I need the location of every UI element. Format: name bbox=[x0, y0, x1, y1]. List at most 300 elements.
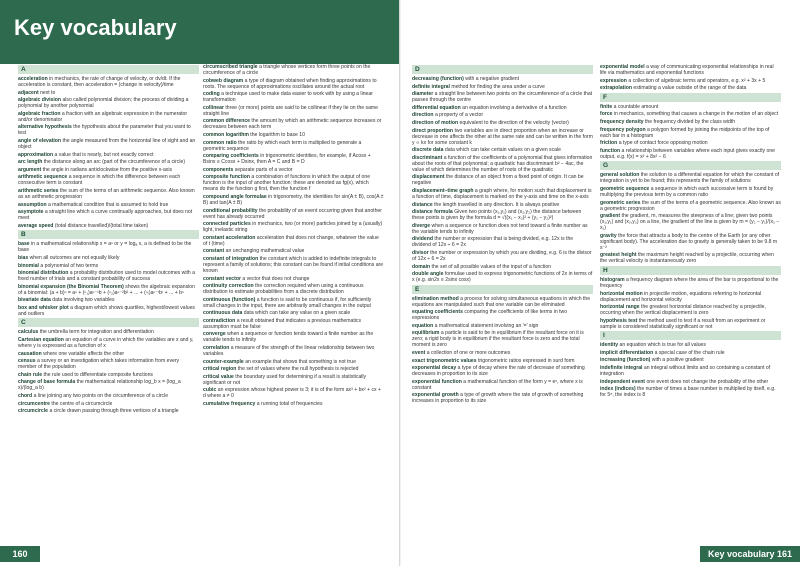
section-letter: E bbox=[412, 285, 593, 294]
vocab-term: correlation bbox=[203, 345, 230, 352]
vocab-term: domain bbox=[412, 263, 431, 270]
vocab-definition: the set of values where the null hypothesis is rejected bbox=[237, 366, 359, 373]
vocab-term: discriminant bbox=[412, 154, 443, 161]
vocab-entry bbox=[203, 276, 384, 282]
vocab-entry bbox=[203, 248, 384, 254]
vocab-definition: a result obtained that indicates a previous mathematics assumption must be false bbox=[203, 317, 361, 330]
vocab-entry bbox=[18, 90, 199, 96]
vocab-term: definite integral bbox=[412, 83, 450, 90]
vocab-entry bbox=[18, 337, 199, 349]
column-2 bbox=[203, 64, 384, 542]
vocab-entry bbox=[600, 291, 781, 303]
section-letter: G bbox=[600, 161, 781, 170]
vocab-definition: (total distance travelled)/(total time taken) bbox=[54, 222, 149, 229]
vocab-entry bbox=[18, 379, 199, 391]
vocab-term: contradiction bbox=[203, 317, 236, 324]
vocab-entry bbox=[412, 358, 593, 364]
vocab-entry bbox=[18, 329, 199, 335]
vocab-term: expression bbox=[600, 77, 627, 84]
vocab-entry bbox=[600, 172, 781, 184]
vocab-entry bbox=[18, 167, 199, 173]
vocab-term: cumulative frequency bbox=[203, 401, 256, 408]
vocab-entry bbox=[203, 208, 384, 220]
vocab-entry bbox=[203, 331, 384, 343]
vocab-definition: the constant which is added to indefinite integrals to represent a family of solutions; this constant can be found if initial conditions are known bbox=[203, 255, 384, 274]
vocab-term: binomial expansion (the Binomial Theorem) bbox=[18, 283, 124, 290]
vocab-term: finite bbox=[600, 103, 613, 110]
vocab-entry bbox=[412, 76, 593, 82]
vocab-definition: a probability distribution used to model outcomes with a fixed number of trials and a constant probability of success bbox=[18, 270, 195, 283]
vocab-term: direct proportion bbox=[412, 127, 454, 134]
vocab-definition: the force that attracts a body to the centre of the Earth (or any other significant body). The acceleration due to gravity is generally taken to be 9.8 m s⁻² bbox=[600, 232, 778, 251]
vocab-entry bbox=[203, 374, 384, 386]
vocab-entry bbox=[412, 379, 593, 391]
vocab-entry bbox=[18, 174, 199, 186]
vocab-term: exponential growth bbox=[412, 392, 459, 399]
vocab-definition: a survey or an investigation which takes information from every member of the population bbox=[18, 358, 180, 371]
vocab-term: composite function bbox=[203, 174, 250, 181]
vocab-entry bbox=[18, 223, 199, 229]
vocab-definition: trigonometric ratios expressed in surd form bbox=[477, 357, 575, 364]
vocab-term: diverge bbox=[412, 222, 431, 229]
vocab-entry bbox=[18, 284, 199, 296]
vocab-definition: a process for solving simultaneous equations in which the equations are manipulated such that one variable can be eliminated bbox=[412, 295, 591, 308]
vocab-entry bbox=[412, 350, 593, 356]
vocab-term: adjacent bbox=[18, 89, 39, 96]
vocab-term: elimination method bbox=[412, 295, 459, 302]
vocab-entry bbox=[203, 167, 384, 173]
vocab-definition: the distance of an object from a fixed point of origin. It can be negative bbox=[412, 174, 584, 187]
vocab-term: algebraic division bbox=[18, 97, 62, 104]
vocab-entry bbox=[18, 241, 199, 253]
column-4 bbox=[600, 64, 781, 542]
vocab-term: Cartesian equation bbox=[18, 337, 64, 344]
vocab-definition: a sequence in which each successive term is found by multiplying the previous term by a common ratio bbox=[600, 185, 774, 198]
vocab-entry bbox=[203, 132, 384, 138]
vocab-term: chain rule bbox=[18, 371, 43, 378]
vocab-entry bbox=[18, 408, 199, 414]
vocab-definition: the method used to test if a result from an experiment or sample is considered statistically significant or not bbox=[600, 317, 766, 330]
vocab-term: divisor bbox=[412, 249, 429, 256]
vocab-term: index (indices) bbox=[600, 386, 636, 393]
vocab-term: cobweb diagram bbox=[203, 77, 244, 84]
vocab-definition: a vector that does not change bbox=[242, 275, 310, 282]
vocab-definition: when a sequence or function tends toward a finite number as the variable tends to infinity bbox=[203, 331, 374, 344]
vocab-definition: the sum of the terms of a geometric sequence. Also known as a geometric progression bbox=[600, 199, 781, 212]
vocab-term: independent event bbox=[600, 378, 646, 385]
vocab-entry bbox=[600, 379, 781, 385]
vocab-entry bbox=[412, 188, 593, 200]
vocab-term: differential equation bbox=[412, 104, 461, 111]
vocab-term: alternative hypothesis bbox=[18, 124, 72, 131]
vocab-entry bbox=[600, 111, 781, 117]
vocab-term: arithmetic series bbox=[18, 187, 59, 194]
vocab-definition: an equation of a curve in which the variables are x and y, where y is expressed as a function of x bbox=[18, 337, 194, 350]
page-number-right: Key vocabulary 161 bbox=[700, 546, 800, 562]
vocab-entry bbox=[412, 202, 593, 208]
vocab-entry bbox=[18, 159, 199, 165]
vocab-term: friction bbox=[600, 140, 618, 147]
vocab-term: gravity bbox=[600, 232, 617, 239]
vocab-term: implicit differentiation bbox=[600, 349, 654, 356]
vocab-entry bbox=[18, 124, 199, 136]
vocab-entry bbox=[18, 188, 199, 200]
vocab-entry bbox=[600, 357, 781, 363]
header-banner bbox=[0, 0, 400, 64]
vocab-entry bbox=[600, 186, 781, 198]
vocab-entry bbox=[600, 200, 781, 212]
vocab-definition: the maximum height reached by a projectile, occurring when the vertical velocity is instantaneously zero bbox=[600, 252, 774, 265]
vocab-entry bbox=[412, 264, 593, 270]
vocab-entry bbox=[203, 310, 384, 316]
vocab-term: binomial distribution bbox=[18, 270, 69, 277]
vocab-entry bbox=[18, 358, 199, 370]
vocab-term: equating coefficients bbox=[412, 309, 463, 316]
vocab-definition: a mathematical statement involving an '=' sign bbox=[434, 322, 539, 329]
vocab-definition: data involving two variables bbox=[52, 297, 115, 304]
vocab-definition: in trigonometry, the identities for sin(A ± B), cos(A ± B) and tan(A ± B) bbox=[203, 193, 384, 206]
vocab-entry bbox=[600, 85, 781, 91]
vocab-entry bbox=[600, 64, 781, 76]
vocab-entry bbox=[203, 235, 384, 247]
vocab-definition: an equation which is true for all values bbox=[619, 342, 706, 349]
section-letter: H bbox=[600, 266, 781, 275]
vocab-entry bbox=[412, 271, 593, 283]
vocab-definition: in a mathematical relationship x = aⁿ or y = logₐ x, a is defined to be the base bbox=[18, 241, 192, 254]
vocab-term: distance formula bbox=[412, 209, 453, 216]
vocab-entry bbox=[203, 153, 384, 165]
vocab-term: critical region bbox=[203, 366, 237, 373]
vocab-entry bbox=[600, 252, 781, 264]
vocab-definition: the set of all possible values of the input of a function bbox=[431, 263, 552, 270]
section-letter: B bbox=[18, 230, 199, 239]
vocab-term: exponential decay bbox=[412, 365, 457, 372]
vocab-definition: a mathematical condition that is assumed to hold true bbox=[48, 201, 169, 208]
vocab-definition: the number of times a base number is multiplied by itself, e.g. for 5⁸, the index is 8 bbox=[600, 386, 776, 399]
vocab-entry bbox=[412, 174, 593, 186]
vocab-entry bbox=[18, 202, 199, 208]
section-letter: D bbox=[412, 65, 593, 74]
vocab-term: general solution bbox=[600, 172, 640, 179]
vocab-term: equilibrium bbox=[412, 330, 440, 337]
vocab-definition: in mechanics, two (or more) particles joined by a (usually) light, inelastic string bbox=[203, 221, 383, 234]
vocab-term: indefinite integral bbox=[600, 365, 643, 372]
vocab-entry bbox=[412, 105, 593, 111]
vocab-term: calculus bbox=[18, 329, 39, 336]
vocab-entry bbox=[203, 401, 384, 407]
vocab-entry bbox=[600, 119, 781, 125]
vocab-entry bbox=[600, 148, 781, 160]
vocab-term: continuity correction bbox=[203, 283, 254, 290]
vocab-entry bbox=[412, 236, 593, 248]
vocab-entry bbox=[412, 91, 593, 103]
vocab-definition: also called polynomial division; the process of dividing a polynomial by another polynomial bbox=[18, 97, 189, 110]
vocab-entry bbox=[203, 174, 384, 192]
vocab-entry bbox=[600, 350, 781, 356]
vocab-entry bbox=[18, 209, 199, 221]
vocab-term: increasing (function) bbox=[600, 357, 651, 364]
vocab-term: geometric sequence bbox=[600, 185, 650, 192]
vocab-term: conditional probability bbox=[203, 207, 258, 214]
vocab-term: displacement bbox=[412, 174, 445, 181]
vocab-entry bbox=[600, 304, 781, 316]
vocab-entry bbox=[203, 194, 384, 206]
vocab-definition: a sequence in which the difference between each consecutive term is constant bbox=[18, 174, 181, 187]
vocab-definition: the hypothesis about the parameter that you want to test bbox=[18, 124, 191, 137]
vocab-term: converge bbox=[203, 331, 226, 338]
vocab-term: argument bbox=[18, 166, 42, 173]
vocab-entry bbox=[412, 147, 593, 153]
vocab-entry bbox=[203, 345, 384, 357]
vocab-term: common ratio bbox=[203, 139, 237, 146]
vocab-entry bbox=[412, 365, 593, 377]
vocab-definition: a collection of algebraic terms and operators, e.g. x² + 3x + 5 bbox=[628, 77, 766, 84]
vocab-definition: the ratio by which each term is multiplied to generate a geometric sequence bbox=[203, 139, 362, 152]
column-3 bbox=[412, 64, 593, 542]
vocab-entry bbox=[412, 223, 593, 235]
vocab-entry bbox=[412, 296, 593, 308]
vocab-definition: a straight line between two points on the circumference of a circle that passes through the centre bbox=[412, 91, 593, 104]
vocab-entry bbox=[203, 118, 384, 130]
section-letter: I bbox=[600, 331, 781, 340]
vocab-entry bbox=[18, 255, 199, 261]
vocab-entry bbox=[600, 342, 781, 348]
vocab-entry bbox=[412, 112, 593, 118]
vocab-term: hypothesis test bbox=[600, 317, 638, 324]
vocab-term: change of base formula bbox=[18, 379, 76, 386]
vocab-entry bbox=[412, 155, 593, 173]
vocab-definition: the sum of the terms of an arithmetic sequence. Also known as an arithmetic progression bbox=[18, 187, 195, 200]
vocab-definition: an expression whose highest power is 3; it is of the form ax³ + bx² + cx + d where a ≠ 0 bbox=[203, 387, 381, 400]
vocab-term: assumption bbox=[18, 201, 47, 208]
vocab-entry bbox=[18, 351, 199, 357]
vocab-definition: a line joining any two points on the circumference of a circle bbox=[33, 393, 169, 400]
vocab-term: compound angle formulae bbox=[203, 193, 267, 200]
vocab-term: extrapolation bbox=[600, 85, 632, 92]
vocab-entry bbox=[203, 297, 384, 309]
vocab-definition: a function is said to be continuous if, for sufficiently small changes in the input, there are arbitrarily small changes in the output bbox=[203, 296, 372, 309]
vocab-term: double angle bbox=[412, 271, 444, 278]
vocab-definition: the rule used to differentiate composite functions bbox=[43, 371, 153, 378]
vocab-term: horizontal range bbox=[600, 304, 640, 311]
vocab-term: constant acceleration bbox=[203, 234, 256, 241]
vocab-definition: a value that is nearly, but not exactly correct bbox=[54, 151, 154, 158]
vocab-definition: a straight line which a curve continually approaches, but does not meet bbox=[18, 209, 193, 222]
vocab-term: discrete data bbox=[412, 147, 444, 154]
vocab-term: approximation bbox=[18, 151, 54, 158]
vocab-definition: a combination of functions in which the output of one function is the input of another function; these are denoted as fg(x), which means do the function g first, then the function f bbox=[203, 174, 371, 193]
vocab-term: identity bbox=[600, 342, 619, 349]
vocab-entry bbox=[600, 78, 781, 84]
vocab-entry bbox=[203, 78, 384, 90]
vocab-term: circumscribed triangle bbox=[203, 64, 258, 70]
vocab-term: continuous data bbox=[203, 310, 243, 317]
vocab-entry bbox=[600, 104, 781, 110]
vocab-entry bbox=[203, 64, 384, 76]
vocab-term: arithmetic sequence bbox=[18, 174, 68, 181]
vocab-term: function bbox=[600, 147, 621, 154]
vocab-term: exponential function bbox=[412, 378, 462, 385]
page-gutter bbox=[399, 0, 401, 566]
vocab-definition: a type of diagram obtained when finding approximations to roots. The sequence of approximations oscillates around the actual root bbox=[203, 77, 377, 90]
vocab-definition: a mathematical function of the form y = eˣ, where x is constant bbox=[412, 378, 583, 391]
vocab-entry bbox=[412, 128, 593, 146]
vocab-definition: shows the algebraic expansion of a binomial: (a + b)ⁿ = aⁿ + (ⁿ₁)aⁿ⁻¹b + (ⁿ₂)aⁿ⁻²b² + ... + (ⁿᵣ)aⁿ⁻ʳbʳ + ... + bⁿ bbox=[18, 283, 195, 296]
vocab-term: exact trigonometric values bbox=[412, 357, 477, 364]
vocab-definition: the distance along an arc (part of the circumference of a circle) bbox=[43, 159, 186, 166]
vocab-entry bbox=[18, 97, 199, 109]
vocab-definition: next to bbox=[40, 89, 56, 96]
vocab-term: geometric series bbox=[600, 199, 641, 206]
vocab-definition: when a sequence or function does not tend toward a finite number as the variable tends to infinity bbox=[412, 222, 588, 235]
vocab-definition: a frequency diagram where the area of the bar is proportional to the frequency bbox=[600, 276, 779, 289]
vocab-term: bivariate data bbox=[18, 297, 51, 304]
vocab-definition: a type of decay where the rate of decrease of something decreases in proportion to its size bbox=[412, 365, 585, 378]
vocab-term: bias bbox=[18, 254, 29, 261]
vocab-entry bbox=[600, 127, 781, 139]
vocab-entry bbox=[203, 318, 384, 330]
vocab-term: event bbox=[412, 350, 426, 357]
vocab-definition: a polygon formed by joining the midpoints of the top of each bar in a histogram bbox=[600, 126, 770, 139]
vocab-term: direction bbox=[412, 112, 434, 119]
vocab-entry bbox=[412, 392, 593, 404]
vocab-definition: with a positive gradient bbox=[651, 357, 704, 364]
vocab-definition: in mechanics, the rate of change of velocity, or dv/dt. If the acceleration is constant, then acceleration = (change in velocity)/time bbox=[18, 76, 181, 88]
vocab-term: gradient bbox=[600, 213, 621, 220]
vocab-definition: with a negative gradient bbox=[465, 76, 520, 82]
vocab-entry bbox=[18, 138, 199, 150]
vocab-term: asymptote bbox=[18, 209, 44, 216]
vocab-entry bbox=[203, 91, 384, 103]
page-title: Key vocabulary bbox=[14, 15, 177, 40]
vocab-entry bbox=[600, 318, 781, 330]
vocab-entry bbox=[412, 209, 593, 221]
vocab-definition: the umbrella term for integration and differentiation bbox=[39, 329, 154, 336]
vocab-definition: an example that shows that something is not true bbox=[245, 358, 356, 365]
vocab-entry bbox=[412, 309, 593, 321]
vocab-definition: two variables are in direct proportion when an increase or decrease in one affects the other at the same rate and can be written in the form y ∝ kx for some constant k bbox=[412, 127, 593, 146]
vocab-definition: the gradient, m, measures the steepness of a line; given two points (x₁,y₁) and (x₂,y₂) on a line, the gradient of the line is given by m = (y₂ − y₁)/(x₂ − x₁) bbox=[600, 213, 780, 232]
vocab-term: chord bbox=[18, 393, 33, 400]
vocab-definition: in projectile motion, equations referring to horizontal displacement and horizontal velocity bbox=[600, 290, 762, 303]
vocab-entry bbox=[18, 401, 199, 407]
vocab-entry bbox=[412, 84, 593, 90]
vocab-definition: an equation involving a derivative of a function bbox=[462, 104, 567, 111]
vocab-definition: data which can take certain values on a given scale bbox=[444, 147, 561, 154]
page-number-left: 160 bbox=[0, 546, 40, 562]
vocab-definition: the probability of an event occurring given that another event has already occurred bbox=[203, 207, 382, 220]
vocab-term: constant vector bbox=[203, 275, 241, 282]
vocab-term: acceleration bbox=[18, 76, 48, 82]
vocab-term: components bbox=[203, 166, 234, 173]
section-letter: C bbox=[18, 318, 199, 327]
vocab-definition: one event does not change the probability of the other bbox=[646, 378, 769, 385]
vocab-term: causation bbox=[18, 350, 42, 357]
vocab-definition: a fraction with an algebraic expression in the numerator and/or denominator bbox=[18, 110, 188, 123]
vocab-definition: a way of communicating exponential relationships in real life via mathematics and exponential functions bbox=[600, 64, 774, 76]
vocab-definition: a graph where, for motion such that displacement is a function of time, displacement is marked on the y-axis and time on the x-axis bbox=[412, 187, 592, 200]
vocab-definition: data which can take any value on a given scale bbox=[243, 310, 351, 317]
vocab-term: base bbox=[18, 241, 30, 248]
vocab-term: collinear bbox=[203, 104, 224, 111]
vocab-entry bbox=[203, 256, 384, 274]
vocab-definition: a special case of the chain rule bbox=[654, 349, 725, 356]
vocab-definition: a relationship between variables where each input gives exactly one output, e.g. f(x) = x² + 8x² − 6 bbox=[600, 147, 775, 160]
vocab-term: census bbox=[18, 358, 36, 365]
vocab-definition: three (or more) points are said to be collinear if they lie on the same straight line bbox=[203, 104, 378, 117]
vocab-entry bbox=[18, 263, 199, 269]
vocab-term: circumcircle bbox=[18, 408, 49, 415]
vocab-term: constant bbox=[203, 248, 225, 255]
vocab-term: cubic bbox=[203, 387, 217, 394]
vocab-entry bbox=[18, 297, 199, 303]
vocab-definition: equivalent to the direction of the velocity (vector) bbox=[459, 119, 569, 126]
vocab-definition: the mathematical relationship log_b x = (log_a x)/(log_a b) bbox=[18, 379, 181, 392]
vocab-entry bbox=[412, 330, 593, 348]
vocab-definition: an unchanging mathematical value bbox=[225, 248, 305, 255]
vocab-definition: a polynomial of two terms bbox=[40, 262, 99, 269]
vocab-definition: a triangle whose vertices form three points on the circumference of a circle bbox=[203, 64, 371, 76]
vocab-definition: the frequency divided by the class width bbox=[645, 118, 736, 125]
vocab-term: arc length bbox=[18, 159, 43, 166]
vocab-term: dividend bbox=[412, 236, 433, 243]
vocab-term: continuous (function) bbox=[203, 296, 256, 303]
vocab-entry bbox=[412, 250, 593, 262]
vocab-entry bbox=[203, 105, 384, 117]
vocab-term: algebraic fraction bbox=[18, 110, 61, 117]
vocab-term: connected particles bbox=[203, 221, 251, 228]
vocab-term: box and whisker plot bbox=[18, 304, 69, 311]
vocab-definition: when all outcomes are not equally likely bbox=[29, 254, 120, 261]
vocab-term: decreasing (function) bbox=[412, 76, 464, 82]
vocab-term: common difference bbox=[203, 118, 250, 125]
vocab-definition: an integral without limits and so containing a constant of integration bbox=[600, 365, 771, 378]
vocab-entry bbox=[18, 111, 199, 123]
vocab-entry bbox=[18, 76, 199, 88]
vocab-entry bbox=[600, 386, 781, 398]
vocab-definition: the solution to a differential equation for which the constant of integration is yet to be found; this represents the family of solutions bbox=[600, 172, 780, 185]
vocab-definition: the amount by which an arithmetic sequence increases or decreases between each term bbox=[203, 118, 382, 131]
vocab-definition: a countable amount bbox=[613, 103, 659, 110]
vocab-definition: the number or expression by which you are dividing, e.g. 6 is the divisor of 12x ÷ 6 = 2x bbox=[412, 249, 592, 262]
vocab-definition: a function of the coefficients of a polynomial that gives information about the roots of that polynomial; a quadratic has discriminant b² − 4ac, the value of which determines the number of roots of the quadratic bbox=[412, 154, 593, 173]
vocab-term: displacement–time graph bbox=[412, 187, 474, 194]
vocab-term: frequency density bbox=[600, 118, 644, 125]
vocab-definition: the boundary used for determining if a result is statistically significant or not bbox=[203, 373, 367, 386]
vocab-entry bbox=[412, 323, 593, 329]
vocab-entry bbox=[203, 387, 384, 399]
vocab-definition: separate parts of a vector bbox=[234, 166, 293, 173]
vocab-term: frequency polygon bbox=[600, 126, 646, 133]
vocab-entry bbox=[18, 305, 199, 317]
vocab-entry bbox=[600, 213, 781, 231]
vocab-definition: a technique used to make data easier to work with by using a linear transformation bbox=[203, 91, 373, 104]
vocab-term: histogram bbox=[600, 276, 625, 283]
vocab-term: critical value bbox=[203, 373, 234, 380]
vocab-definition: the number or expression that is being divided, e.g. 12x is the dividend of 12x ÷ 6 = 2x bbox=[412, 236, 574, 249]
vocab-term: direction of motion bbox=[412, 119, 459, 126]
vocab-definition: a collection of one or more outcomes bbox=[426, 350, 511, 357]
vocab-definition: a diagram which shows quartiles, highest/lowest values and outliers bbox=[18, 304, 195, 317]
vocab-definition: the angle measured from the horizontal line of sight and an object bbox=[18, 137, 196, 150]
vocab-entry bbox=[600, 233, 781, 251]
vocab-definition: the correction required when using a continuous distribution to estimate probabilities from a discrete distribution bbox=[203, 283, 364, 296]
vocab-definition: the centre of a circumcircle bbox=[51, 400, 113, 407]
column-1 bbox=[18, 64, 199, 542]
vocab-entry bbox=[18, 372, 199, 378]
vocab-entry bbox=[600, 365, 781, 377]
vocab-definition: acceleration that does not change, whatever the value of t (time) bbox=[203, 234, 379, 247]
